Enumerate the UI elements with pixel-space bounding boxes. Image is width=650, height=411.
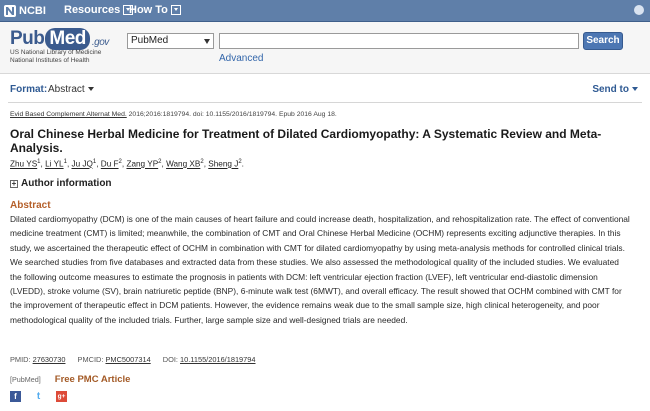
journal-link[interactable]: Evid Based Complement Alternat Med. <box>10 111 127 118</box>
database-select[interactable] <box>127 33 214 49</box>
format-bar <box>0 80 650 100</box>
pubmed-logo[interactable] <box>10 28 109 50</box>
abstract-text: Dilated cardiomyopathy (DCM) is one of the main causes of heart failure and could increase death, hospitalization, and rehospitalization rate. The effect of conventional medicine treatment (CMT) is limited; meanwhile, the combination of CMT and Oral Chinese Herbal Medicine (OCHM) represents exciting adjunctive therapies. In this study, we ascertained the therapeutic effect of OCHM in combination with CMT for dilated cardiomyopathy by using meta-analysis methods for controlled clinical trials. We searched studies from five databases and extracted data from these studies. We also assessed the methodological quality of the included studies. We evaluated the following outcome measures to estimate the prognosis in patients with DCM: left ventricular ejection fraction (LVEF), left ventricular end-diastolic dimension (LVEDD), stroke volume (SV), brain natriuretic peptide (BNP), 6-minute walk test (6MWT), and overall efficacy. The result showed that OCHM combined with CMT for the improvement of therapeutic effect in DCM patients. However, the evidence remains weak due to the small sample size, high clinical heterogeneity, and poor methodological quality of the included trials. Further, large sample size and well-designed trials are needed. <box>10 214 630 325</box>
ncbi-logo[interactable] <box>4 4 46 18</box>
logo-gov: .gov <box>91 37 109 48</box>
author-affiliation: 1 <box>63 159 67 165</box>
author-information-toggle[interactable] <box>10 178 112 189</box>
ncbi-logo-text: NCBI <box>19 5 46 17</box>
expand-plus-icon: + <box>11 178 17 188</box>
source-row <box>10 374 130 385</box>
nlm-line-2: National Institutes of Health <box>10 57 90 64</box>
source-tag: [PubMed] <box>10 375 41 384</box>
chevron-down-icon <box>204 39 210 44</box>
advanced-search-link[interactable]: Advanced <box>219 53 264 64</box>
chevron-down-icon <box>632 87 638 91</box>
article-title: Oral Chinese Herbal Medicine for Treatment of Dilated Cardiomyopathy: A Systematic Review and Meta-Analysis. <box>10 127 602 155</box>
share-bar <box>10 391 67 402</box>
free-pmc-article-link[interactable]: Free PMC Article <box>54 374 131 385</box>
author-link[interactable]: Sheng J <box>208 159 239 169</box>
citation-line <box>10 111 337 118</box>
divider <box>8 102 642 103</box>
citation-details: 2016;2016:1819794. doi: 10.1155/2016/1819794. Epub 2016 Aug 18. <box>126 111 337 118</box>
send-to-label: Send to <box>592 84 629 95</box>
author-affiliation: 1 <box>37 159 41 165</box>
pmid-link[interactable]: 27630730 <box>32 355 66 364</box>
howto-menu[interactable] <box>129 4 181 16</box>
author-affiliation: 2 <box>200 159 204 165</box>
nlm-line-1: US National Library of Medicine <box>10 49 102 56</box>
author-affiliation: 1 <box>92 159 97 165</box>
search-button[interactable]: Search <box>583 32 623 50</box>
format-label: Format: <box>10 84 48 95</box>
author-link[interactable]: Du F <box>100 159 119 169</box>
abstract-heading: Abstract <box>10 200 51 211</box>
ncbi-logo-icon <box>4 5 16 17</box>
logo-pub: Pub <box>10 28 45 49</box>
chevron-down-icon <box>88 87 94 91</box>
identifier-line <box>10 355 256 364</box>
user-icon[interactable] <box>634 5 644 15</box>
doi-link[interactable]: 10.1155/2016/1819794 <box>180 355 256 364</box>
author-information-label: Author information <box>21 178 112 189</box>
resources-menu-label: Resources <box>64 4 121 16</box>
author-link[interactable]: Wang XB <box>166 159 201 169</box>
search-input[interactable] <box>219 33 579 49</box>
author-affiliation: 2 <box>238 159 242 165</box>
author-affiliation: 2 <box>158 159 162 165</box>
author-link[interactable]: Ju JQ <box>71 159 93 169</box>
pmcid-link[interactable]: PMC5007314 <box>105 355 151 364</box>
ncbi-topbar <box>0 0 650 22</box>
chevron-down-icon <box>171 5 181 15</box>
format-dropdown[interactable] <box>48 84 94 95</box>
author-link[interactable]: Li YL <box>45 159 64 169</box>
google-plus-icon[interactable]: g+ <box>57 393 66 400</box>
author-link[interactable]: Zang YP <box>126 159 159 169</box>
author-list: Zhu $YS^1$, Li $YL^1$, Ju $JQ^1$, Du $F^2$, Zang $YP^2$, Wang $XB^2$, Sheng $J^2$. <box>10 159 244 169</box>
send-to-dropdown[interactable] <box>592 84 638 95</box>
logo-med: Med <box>45 28 90 50</box>
pubmed-header <box>0 22 650 74</box>
database-select-value: PubMed <box>131 35 169 46</box>
howto-menu-label: How To <box>129 4 168 16</box>
twitter-icon[interactable]: t <box>36 391 41 402</box>
author-link[interactable]: Zhu YS <box>10 159 38 169</box>
resources-menu[interactable] <box>64 4 133 16</box>
facebook-icon[interactable]: f <box>10 391 21 402</box>
doi-label: DOI: <box>162 355 178 364</box>
pmid-label: PMID: <box>10 355 31 364</box>
author-affiliation: 2 <box>118 159 122 165</box>
format-dropdown-value: Abstract <box>48 84 85 95</box>
pmcid-label: PMCID: <box>77 355 104 364</box>
